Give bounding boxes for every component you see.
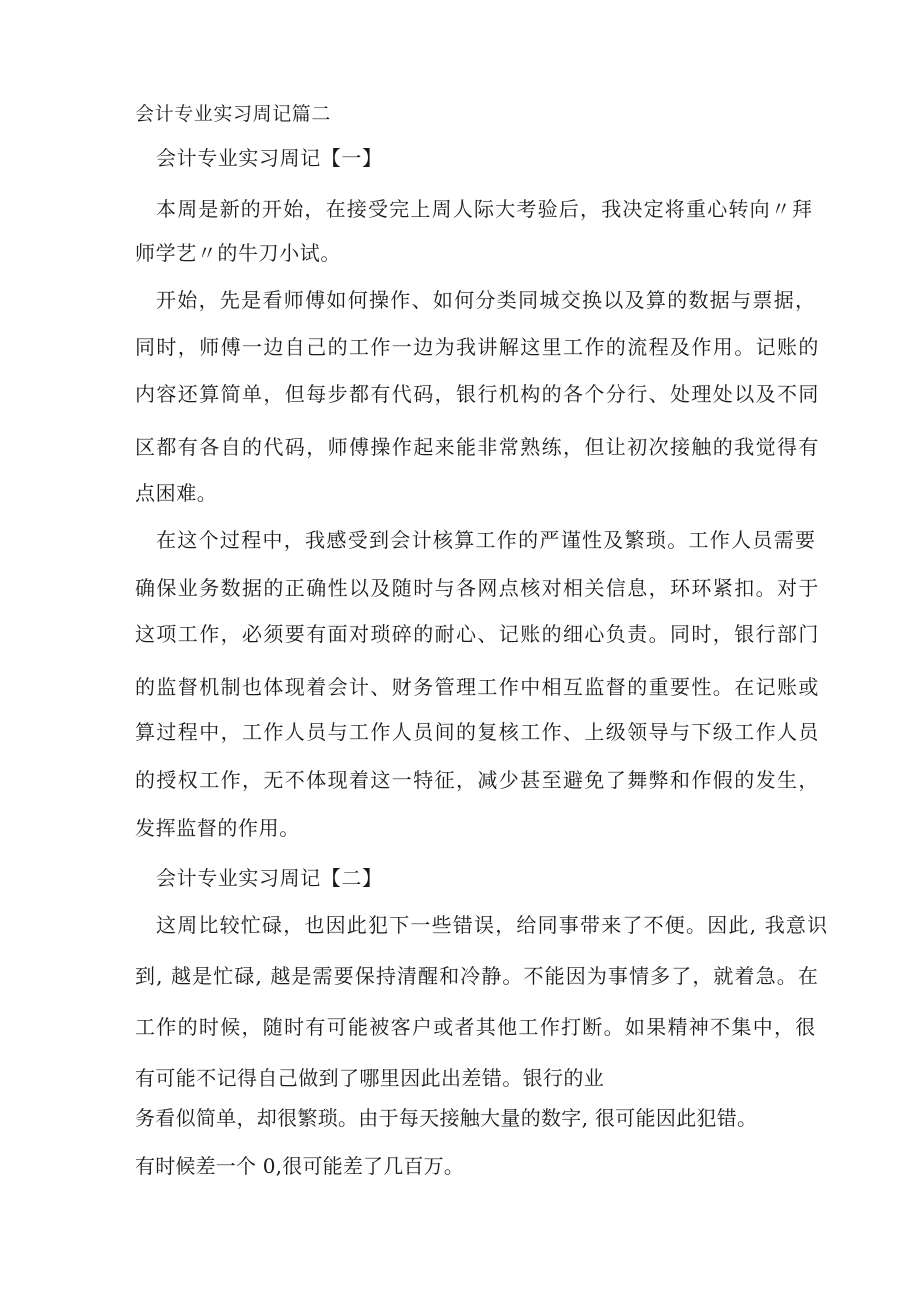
section-heading-2: 会计专业实习周记【二】 xyxy=(156,866,383,890)
section-heading-1: 会计专业实习周记【一】 xyxy=(156,146,383,170)
paragraph-line: 有可能不记得自己做到了哪里因此出差错。银行的业 xyxy=(135,1066,605,1090)
paragraph-line: 的授权工作，无不体现着这一特征，减少甚至避免了舞弊和作假的发生， xyxy=(135,768,820,792)
paragraph-line: 本周是新的开始，在接受完上周人际大考验后，我决定将重心转向〃拜 xyxy=(156,197,814,221)
paragraph-line: 开始，先是看师傅如何操作、如何分类同城交换以及算的数据与票据， xyxy=(156,288,817,312)
paragraph-line: 发挥监督的作用。 xyxy=(135,816,300,840)
paragraph-line: 区都有各自的代码，师傅操作起来能非常熟练，但让初次接触的我觉得有 xyxy=(135,435,820,459)
paragraph-line: 师学艺〃的牛刀小试。 xyxy=(135,241,341,265)
paragraph-line: 同时，师傅一边自己的工作一边为我讲解这里工作的流程及作用。记账的 xyxy=(135,335,820,359)
paragraph-line: 务看似简单，却很繁琐。由于每天接触大量的数字, 很可能因此犯错。 xyxy=(135,1106,758,1130)
paragraph-line: 工作的时候，随时有可能被客户或者其他工作打断。如果精神不集中，很 xyxy=(135,1015,817,1039)
paragraph-line: 有时候差一个 0,很可能差了几百万。 xyxy=(135,1154,465,1178)
paragraph-line: 这周比较忙碌，也因此犯下一些错误，给同事带来了不便。因此, 我意识 xyxy=(156,913,829,937)
paragraph-line: 算过程中，工作人员与工作人员间的复核工作、上级领导与下级工作人员 xyxy=(135,720,820,744)
paragraph-line: 这项工作，必须要有面对琐碎的耐心、记账的细心负责。同时，银行部门 xyxy=(135,622,820,646)
paragraph-line: 点困难。 xyxy=(135,481,218,505)
paragraph-line: 确保业务数据的正确性以及随时与各网点核对相关信息，环环紧扣。对于 xyxy=(135,576,820,600)
paragraph-line: 在这个过程中，我感受到会计核算工作的严谨性及繁琐。工作人员需要 xyxy=(156,528,817,552)
paragraph-line: 的监督机制也体现着会计、财务管理工作中相互监督的重要性。在记账或 xyxy=(135,675,820,699)
paragraph-line: 到, 越是忙碌, 越是需要保持清醒和冷静。不能因为事情多了，就着急。在 xyxy=(135,964,819,988)
paragraph-line: 内容还算简单，但每步都有代码，银行机构的各个分行、处理处以及不同 xyxy=(135,382,820,406)
document-title: 会计专业实习周记篇二 xyxy=(135,103,332,125)
